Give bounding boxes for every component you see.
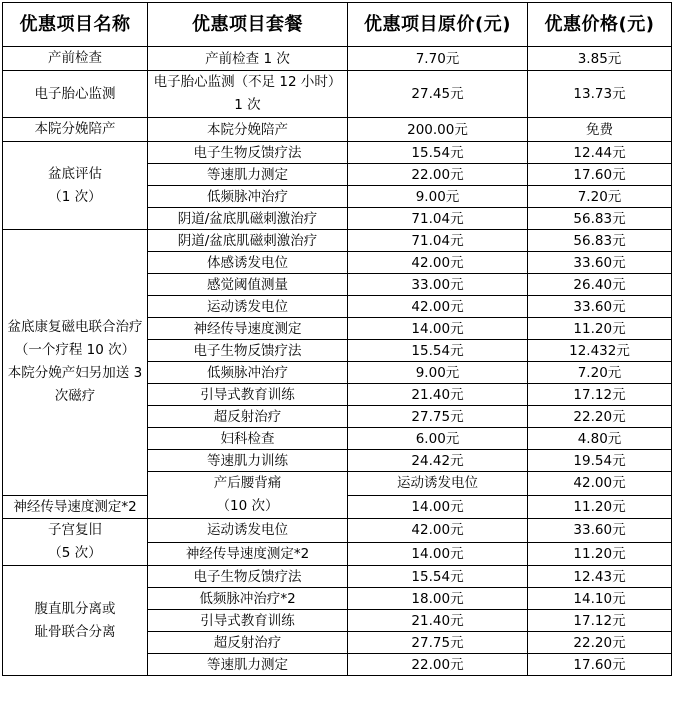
original-price-cell: 14.00元 <box>348 542 528 566</box>
original-price-cell: 27.45元 <box>348 71 528 118</box>
header-row <box>3 3 672 47</box>
original-price-cell: 14.00元 <box>348 495 528 519</box>
original-price-cell: 14.00元 <box>348 318 528 340</box>
discount-price-cell: 56.83元 <box>528 230 672 252</box>
package-cell: 神经传导速度测定*2 <box>3 495 148 519</box>
discount-price-cell: 14.10元 <box>528 588 672 610</box>
package-cell: 低频脉冲治疗 <box>148 362 348 384</box>
package-cell: 电子生物反馈疗法 <box>148 566 348 588</box>
discount-price-cell: 11.20元 <box>528 318 672 340</box>
original-price-cell: 71.04元 <box>348 230 528 252</box>
package-cell: 引导式教育训练 <box>148 384 348 406</box>
discount-price-cell: 56.83元 <box>528 208 672 230</box>
package-cell: 感觉阈值测量 <box>148 274 348 296</box>
table-row <box>3 142 672 164</box>
package-cell: 妇科检查 <box>148 428 348 450</box>
original-price-cell: 27.75元 <box>348 406 528 428</box>
package-cell: 等速肌力测定 <box>148 654 348 676</box>
package-cell: 体感诱发电位 <box>148 252 348 274</box>
discount-price-cell: 12.43元 <box>528 566 672 588</box>
header-project-name: 优惠项目名称 <box>3 3 148 47</box>
original-price-cell: 71.04元 <box>348 208 528 230</box>
discount-price-cell: 17.12元 <box>528 610 672 632</box>
package-cell: 神经传导速度测定*2 <box>148 542 348 566</box>
package-cell: 运动诱发电位 <box>348 472 528 496</box>
project-name-cell: 子宫复旧 （5 次） <box>3 519 148 566</box>
discount-price-cell: 免费 <box>528 118 672 142</box>
package-cell: 电子生物反馈疗法 <box>148 142 348 164</box>
original-price-cell: 21.40元 <box>348 384 528 406</box>
discount-price-cell: 12.432元 <box>528 340 672 362</box>
project-name-cell: 电子胎心监测 <box>3 71 148 118</box>
discount-price-cell: 11.20元 <box>528 542 672 566</box>
package-cell: 电子生物反馈疗法 <box>148 340 348 362</box>
project-name-cell: 盆底评估 （1 次） <box>3 142 148 230</box>
original-price-cell: 42.00元 <box>528 472 672 496</box>
package-cell: 等速肌力训练 <box>148 450 348 472</box>
header-package: 优惠项目套餐 <box>148 3 348 47</box>
discount-price-cell: 7.20元 <box>528 186 672 208</box>
package-cell: 产前检查 1 次 <box>148 47 348 71</box>
discount-price-cell: 12.44元 <box>528 142 672 164</box>
original-price-cell: 42.00元 <box>348 519 528 543</box>
discount-price-cell: 17.12元 <box>528 384 672 406</box>
discount-price-cell: 17.60元 <box>528 164 672 186</box>
discount-price-cell: 13.73元 <box>528 71 672 118</box>
project-name-cell: 产后腰背痛 （10 次） <box>148 472 348 519</box>
original-price-cell: 9.00元 <box>348 186 528 208</box>
discount-price-cell: 26.40元 <box>528 274 672 296</box>
table-row <box>3 71 672 118</box>
discount-price-cell: 17.60元 <box>528 654 672 676</box>
project-name-cell: 本院分娩陪产 <box>3 118 148 142</box>
original-price-cell: 200.00元 <box>348 118 528 142</box>
package-cell: 运动诱发电位 <box>148 296 348 318</box>
original-price-cell: 15.54元 <box>348 340 528 362</box>
package-cell: 运动诱发电位 <box>148 519 348 543</box>
discount-price-cell: 3.85元 <box>528 47 672 71</box>
discount-price-cell: 19.54元 <box>528 450 672 472</box>
original-price-cell: 42.00元 <box>348 296 528 318</box>
table-row <box>3 118 672 142</box>
package-cell: 阴道/盆底肌磁刺激治疗 <box>148 208 348 230</box>
package-cell: 神经传导速度测定 <box>148 318 348 340</box>
package-cell: 等速肌力测定 <box>148 164 348 186</box>
discount-price-cell: 7.20元 <box>528 362 672 384</box>
package-cell: 电子胎心监测（不足 12 小时）1 次 <box>148 71 348 118</box>
discount-price-cell: 11.20元 <box>528 495 672 519</box>
original-price-cell: 6.00元 <box>348 428 528 450</box>
original-price-cell: 18.00元 <box>348 588 528 610</box>
original-price-cell: 9.00元 <box>348 362 528 384</box>
header-original-price: 优惠项目原价(元) <box>348 3 528 47</box>
header-discount-price: 优惠价格(元) <box>528 3 672 47</box>
discount-price-table <box>2 2 672 676</box>
package-cell: 超反射治疗 <box>148 406 348 428</box>
table-row <box>3 47 672 71</box>
table-row <box>3 230 672 252</box>
original-price-cell: 21.40元 <box>348 610 528 632</box>
discount-price-cell: 33.60元 <box>528 519 672 543</box>
project-name-cell: 产前检查 <box>3 47 148 71</box>
table-body <box>3 47 672 676</box>
package-cell: 引导式教育训练 <box>148 610 348 632</box>
project-name-cell: 腹直肌分离或 耻骨联合分离 <box>3 566 148 676</box>
package-cell: 本院分娩陪产 <box>148 118 348 142</box>
original-price-cell: 7.70元 <box>348 47 528 71</box>
table-row <box>3 566 672 588</box>
package-cell: 低频脉冲治疗 <box>148 186 348 208</box>
discount-price-cell: 22.20元 <box>528 406 672 428</box>
original-price-cell: 27.75元 <box>348 632 528 654</box>
package-cell: 阴道/盆底肌磁刺激治疗 <box>148 230 348 252</box>
discount-price-cell: 33.60元 <box>528 296 672 318</box>
package-cell: 低频脉冲治疗*2 <box>148 588 348 610</box>
original-price-cell: 15.54元 <box>348 566 528 588</box>
original-price-cell: 15.54元 <box>348 142 528 164</box>
original-price-cell: 22.00元 <box>348 164 528 186</box>
original-price-cell: 22.00元 <box>348 654 528 676</box>
discount-price-cell: 22.20元 <box>528 632 672 654</box>
original-price-cell: 24.42元 <box>348 450 528 472</box>
discount-price-cell: 33.60元 <box>528 252 672 274</box>
package-cell: 超反射治疗 <box>148 632 348 654</box>
table-row <box>3 519 672 543</box>
original-price-cell: 33.00元 <box>348 274 528 296</box>
original-price-cell: 42.00元 <box>348 252 528 274</box>
project-name-cell: 盆底康复磁电联合治疗 （一个疗程 10 次） 本院分娩产妇另加送 3 次磁疗 <box>3 230 148 496</box>
discount-price-cell: 4.80元 <box>528 428 672 450</box>
